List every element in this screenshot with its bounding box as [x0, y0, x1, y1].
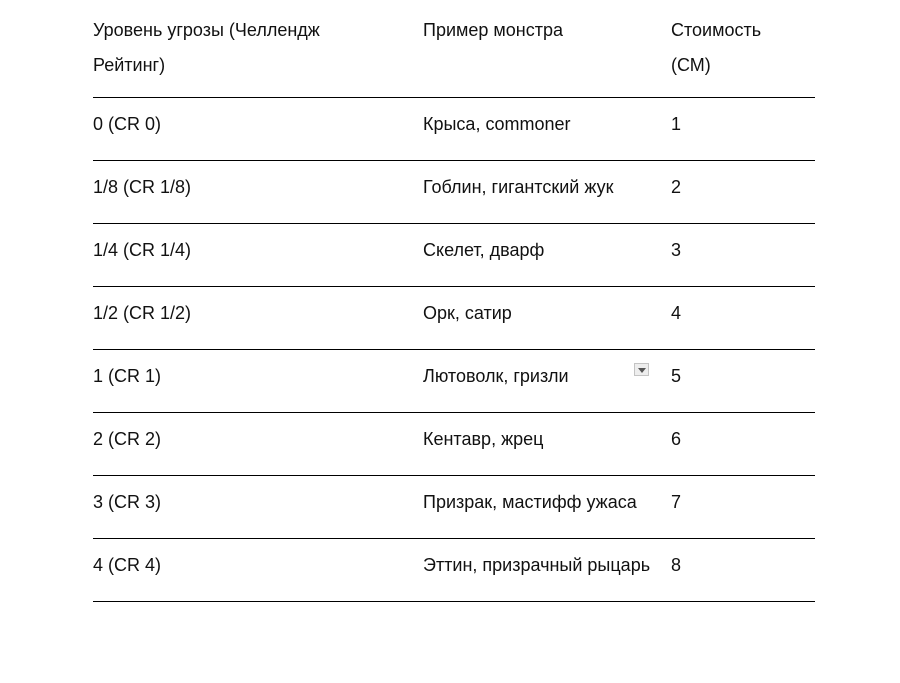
cell-monster: Призрак, мастифф ужаса [423, 476, 671, 539]
cell-cost: 3 [671, 224, 815, 287]
table-row [93, 98, 815, 161]
table-row [93, 539, 815, 602]
table-row [93, 161, 815, 224]
cell-monster: Эттин, призрачный рыцарь [423, 539, 671, 602]
header-threat-level: Уровень угрозы (Челлендж Рейтинг) [93, 0, 423, 98]
cell-threat: 3 (CR 3) [93, 476, 423, 539]
cell-threat: 1/2 (CR 1/2) [93, 287, 423, 350]
cell-monster: Лютоволк, гризли [423, 350, 671, 413]
cell-cost: 6 [671, 413, 815, 476]
cell-monster: Скелет, дварф [423, 224, 671, 287]
table-header-row [93, 0, 815, 98]
table-row [93, 476, 815, 539]
cell-monster: Крыса, commoner [423, 98, 671, 161]
cell-threat: 1/4 (CR 1/4) [93, 224, 423, 287]
table-row [93, 287, 815, 350]
cell-cost: 7 [671, 476, 815, 539]
cell-cost: 8 [671, 539, 815, 602]
cell-monster: Кентавр, жрец [423, 413, 671, 476]
header-cost: Стоимость (СМ) [671, 0, 815, 98]
cell-threat: 1/8 (CR 1/8) [93, 161, 423, 224]
cell-threat: 1 (CR 1) [93, 350, 423, 413]
table-row [93, 224, 815, 287]
table-row [93, 350, 815, 413]
cell-cost: 1 [671, 98, 815, 161]
header-monster-example: Пример монстра [423, 0, 671, 98]
cell-threat: 0 (CR 0) [93, 98, 423, 161]
cell-monster: Орк, сатир [423, 287, 671, 350]
cell-monster: Гоблин, гигантский жук [423, 161, 671, 224]
cell-cost: 5 [671, 350, 815, 413]
cell-cost: 2 [671, 161, 815, 224]
chevron-down-icon[interactable] [634, 363, 649, 376]
table-row [93, 413, 815, 476]
monster-cost-table [93, 0, 815, 602]
cell-threat: 2 (CR 2) [93, 413, 423, 476]
cell-cost: 4 [671, 287, 815, 350]
cell-threat: 4 (CR 4) [93, 539, 423, 602]
